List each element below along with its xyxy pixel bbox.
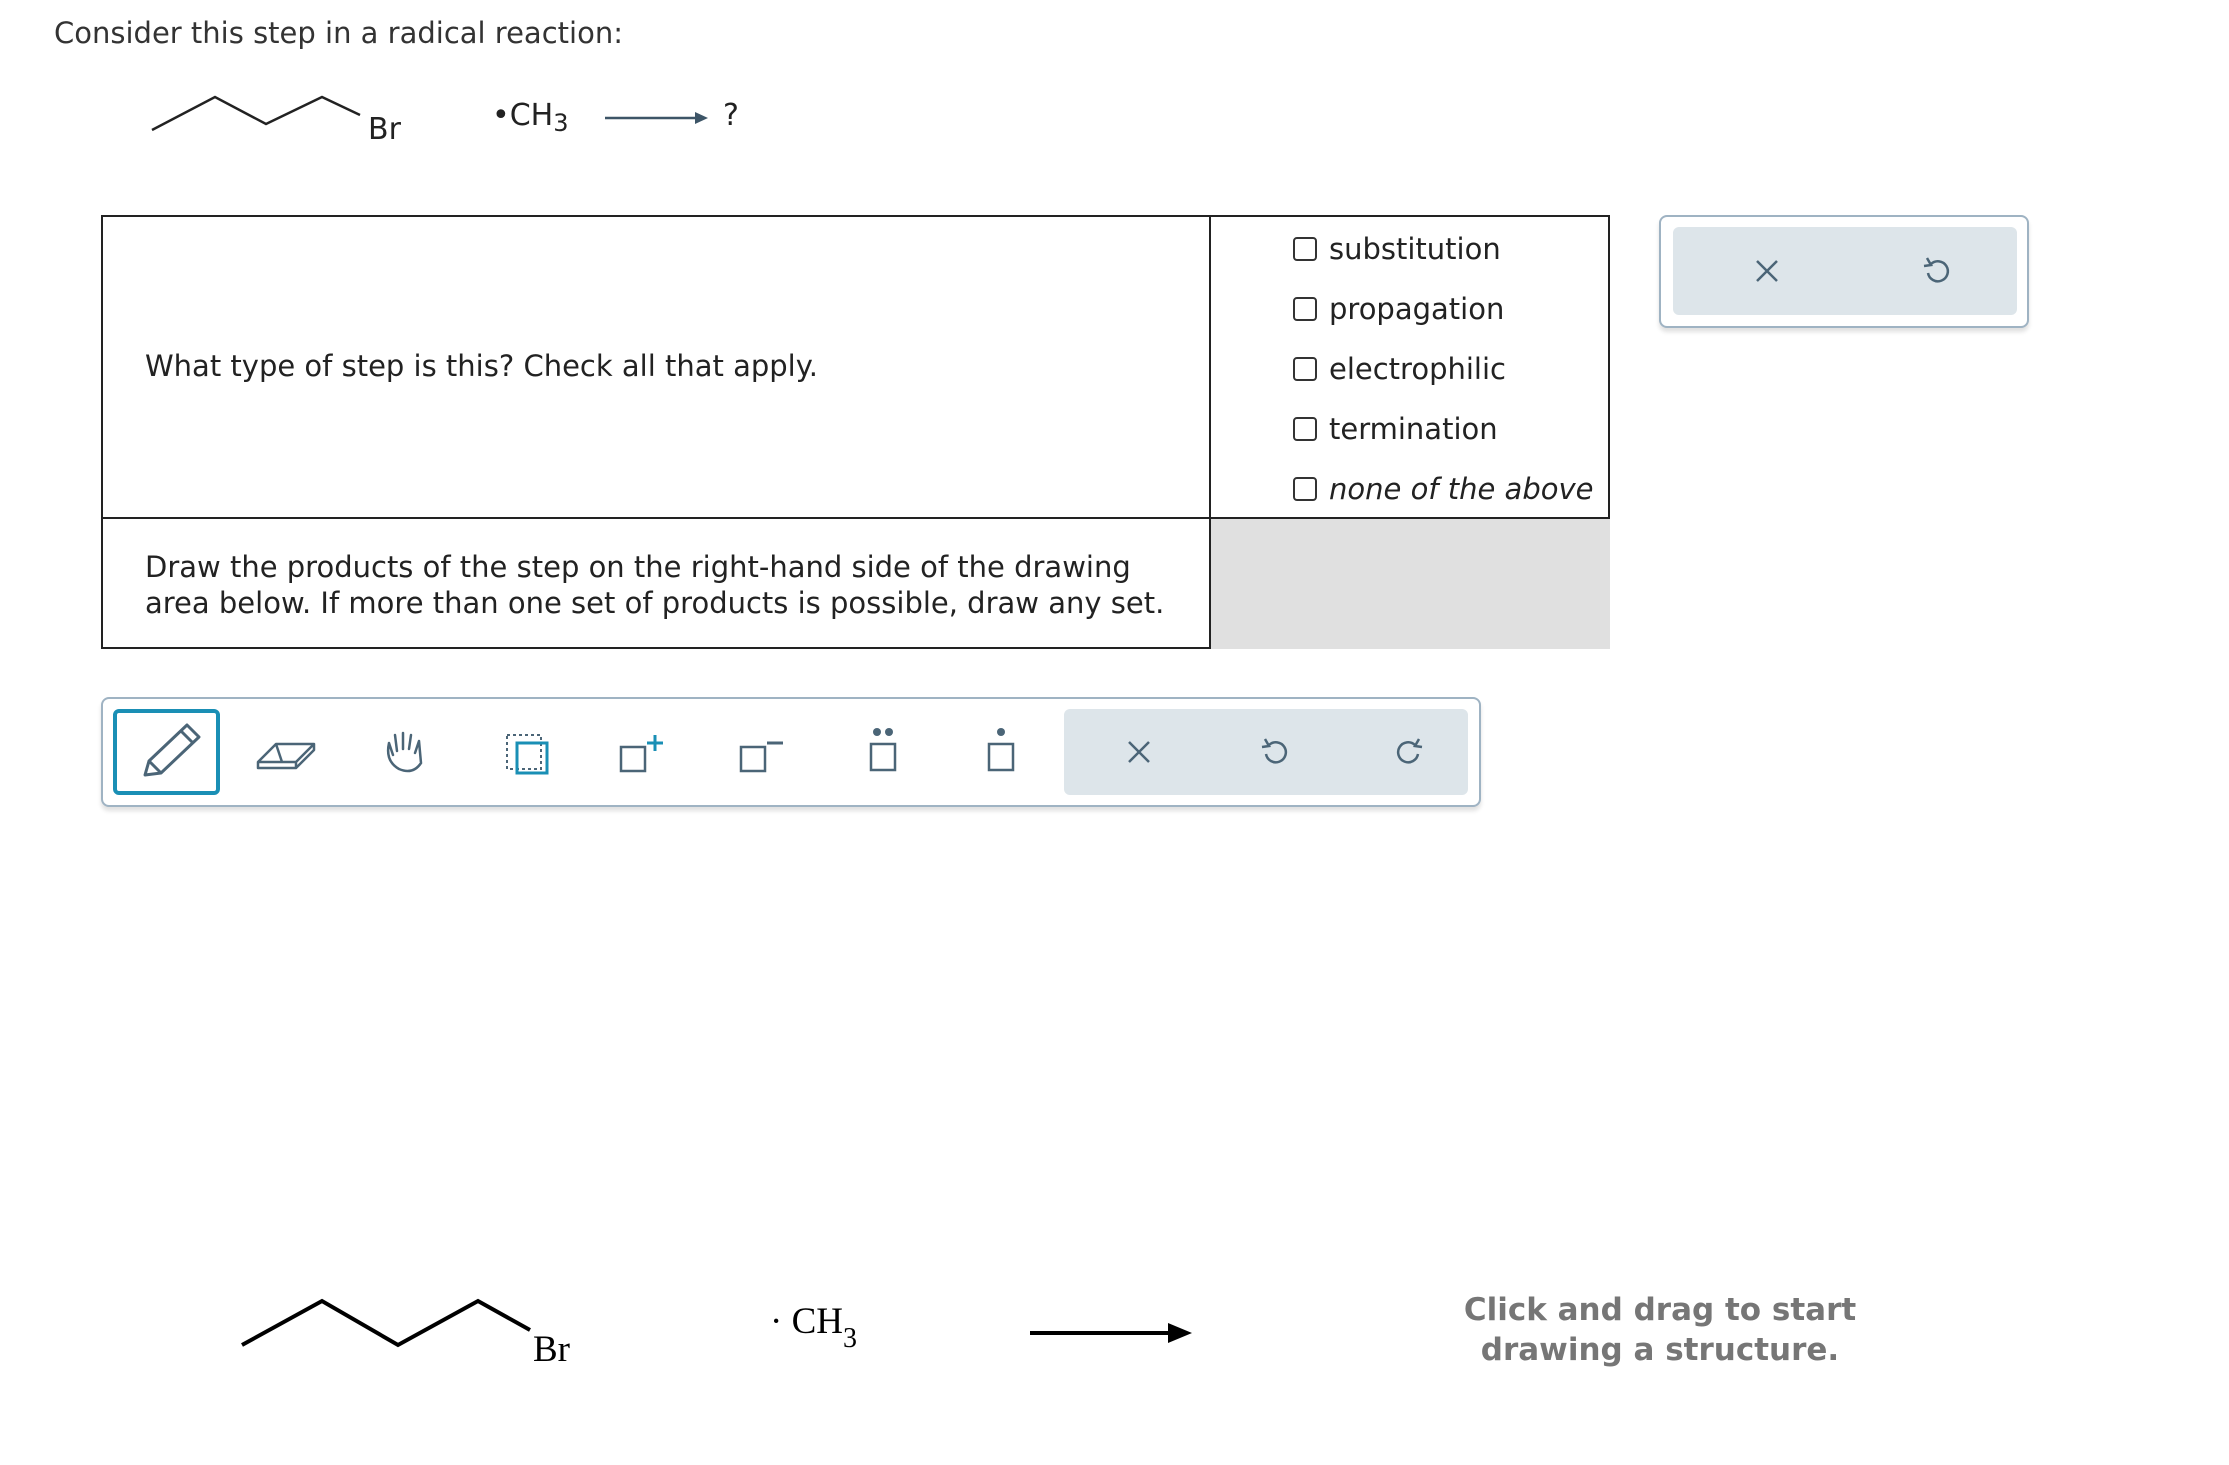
hint-line-1: Click and drag to start [1463, 1292, 1857, 1328]
remove-charge-icon[interactable] [728, 719, 798, 789]
drawing-canvas-structure[interactable] [240, 1280, 1240, 1400]
canvas-hint [1400, 1290, 1920, 1370]
canvas-methyl-radical [770, 1300, 857, 1354]
select-icon[interactable] [493, 719, 563, 789]
option-none-of-the-above[interactable] [1293, 469, 1593, 509]
undo-icon[interactable] [1250, 727, 1300, 777]
methyl-radical-label: $•CH_3$ [492, 98, 569, 137]
hand-icon[interactable] [371, 717, 441, 787]
radical-dot: · [770, 1301, 783, 1342]
question2-empty-cell [1211, 519, 1610, 649]
add-charge-icon[interactable] [608, 719, 678, 789]
answer-actions-group [1673, 227, 2017, 315]
eraser-icon[interactable] [251, 719, 321, 789]
question2-cell [103, 519, 1211, 649]
canvas-alkyl-bromide [240, 1280, 1240, 1400]
option-label: propagation [1329, 292, 1505, 326]
product-placeholder: ? [723, 98, 739, 133]
option-label: none of the above [1329, 472, 1594, 506]
redo-icon[interactable] [1384, 727, 1434, 777]
option-label: substitution [1329, 232, 1501, 266]
checkbox[interactable] [1293, 417, 1317, 441]
option-electrophilic[interactable] [1293, 349, 1506, 389]
pencil-icon [117, 713, 216, 791]
pencil-tool-button[interactable] [113, 709, 220, 795]
intro-text: Consider this step in a radical reaction: [54, 16, 623, 50]
question2-text: Draw the products of the step on the right-hand side of the drawing area below. If more than one set of products is possible, draw any set. [145, 550, 1165, 620]
radical-icon[interactable] [966, 717, 1036, 787]
option-termination[interactable] [1293, 409, 1498, 449]
radical-symbol: CH [509, 98, 554, 133]
radical-symbol: CH [791, 1301, 843, 1342]
alkyl-bromide-skeleton [140, 80, 760, 180]
option-label: termination [1329, 412, 1498, 446]
question-table [101, 215, 1610, 649]
undo-icon[interactable] [1913, 247, 1961, 295]
lone-pair-icon[interactable] [848, 717, 918, 787]
checkbox[interactable] [1293, 297, 1317, 321]
option-label: electrophilic [1329, 352, 1506, 386]
option-substitution[interactable] [1293, 229, 1501, 269]
checkbox[interactable] [1293, 237, 1317, 261]
checkbox[interactable] [1293, 477, 1317, 501]
question1-text: What type of step is this? Check all that apply. [145, 349, 818, 383]
toolbar-actions [1064, 709, 1468, 795]
step-type-options [1211, 217, 1610, 519]
option-propagation[interactable] [1293, 289, 1504, 329]
radical-subscript: 3 [842, 1323, 857, 1354]
drawing-toolbar [101, 697, 1481, 807]
radical-subscript: 3 [553, 109, 569, 137]
question1-cell [103, 217, 1211, 519]
reaction-scheme [140, 80, 760, 180]
hint-line-2: drawing a structure. [1480, 1332, 1840, 1368]
close-icon[interactable] [1743, 247, 1791, 295]
clear-icon[interactable] [1114, 727, 1164, 777]
checkbox[interactable] [1293, 357, 1317, 381]
answer-actions-panel [1659, 215, 2029, 328]
canvas-bromine-label: Br [533, 1329, 570, 1370]
bromine-label: Br [368, 112, 401, 147]
